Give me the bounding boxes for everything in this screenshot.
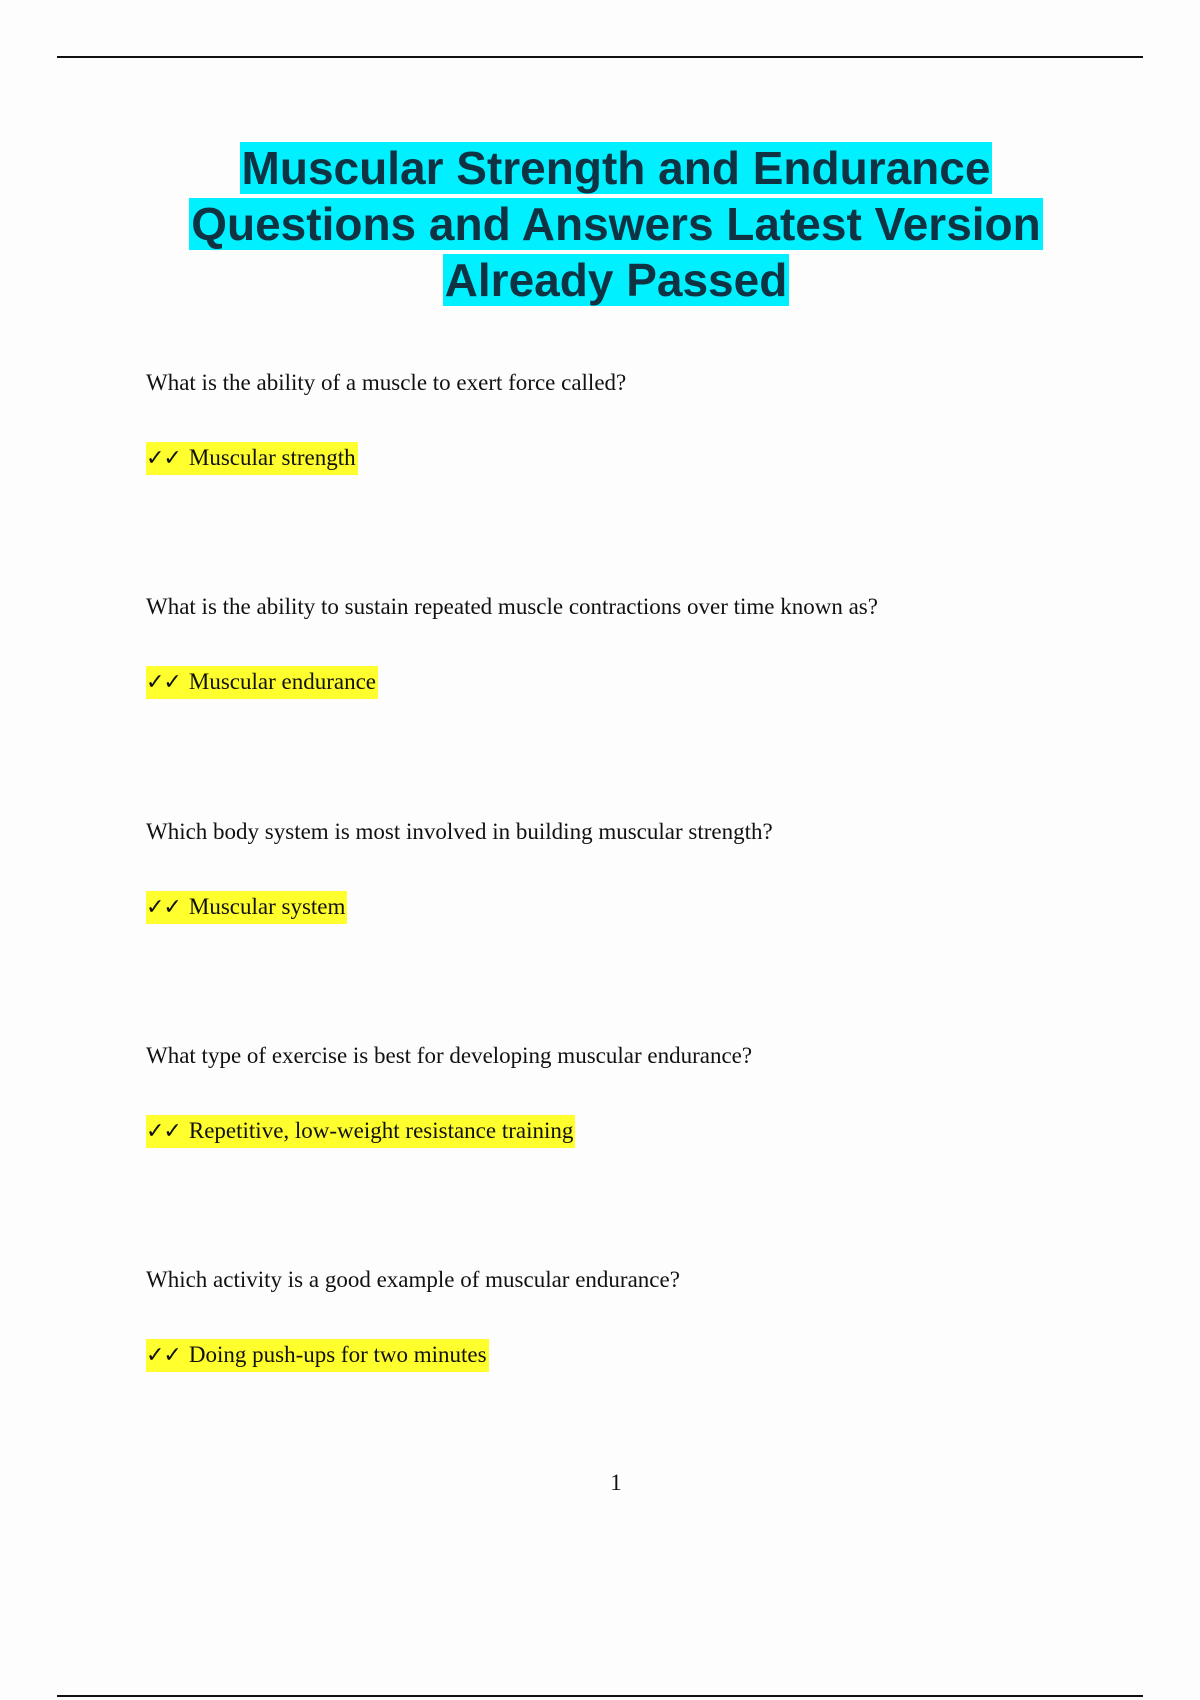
check-icon: ✓✓ (146, 670, 181, 695)
check-icon: ✓✓ (146, 1119, 181, 1144)
answer-highlight (146, 442, 358, 475)
answer-text: Doing push-ups for two minutes (188, 1342, 487, 1367)
question-text: What is the ability to sustain repeated muscle contractions over time known as? (146, 594, 878, 619)
question-text: What is the ability of a muscle to exert force called? (146, 370, 627, 395)
answer-text: Muscular strength (188, 445, 356, 470)
answer-highlight (146, 1339, 489, 1372)
bottom-divider (57, 1695, 1143, 1697)
answer-text: Muscular endurance (188, 669, 376, 694)
answer-highlight (146, 891, 347, 924)
check-icon: ✓✓ (146, 895, 181, 920)
answer-highlight (146, 666, 378, 699)
check-icon: ✓✓ (146, 1343, 181, 1368)
answer-highlight (146, 1115, 575, 1148)
document-title (60, 140, 1172, 308)
question-text: Which body system is most involved in building muscular strength? (146, 819, 773, 844)
check-icon: ✓✓ (146, 446, 181, 471)
question-text: Which activity is a good example of muscular endurance? (146, 1267, 680, 1292)
page-number: 1 (610, 1470, 622, 1495)
title-line: Already Passed (444, 254, 788, 306)
title-line: Questions and Answers Latest Version (191, 198, 1041, 250)
answer-text: Repetitive, low-weight resistance training (188, 1118, 574, 1143)
title-line: Muscular Strength and Endurance (241, 142, 991, 194)
top-divider (57, 56, 1143, 58)
question-text: What type of exercise is best for developing muscular endurance? (146, 1043, 753, 1068)
answer-text: Muscular system (188, 894, 346, 919)
